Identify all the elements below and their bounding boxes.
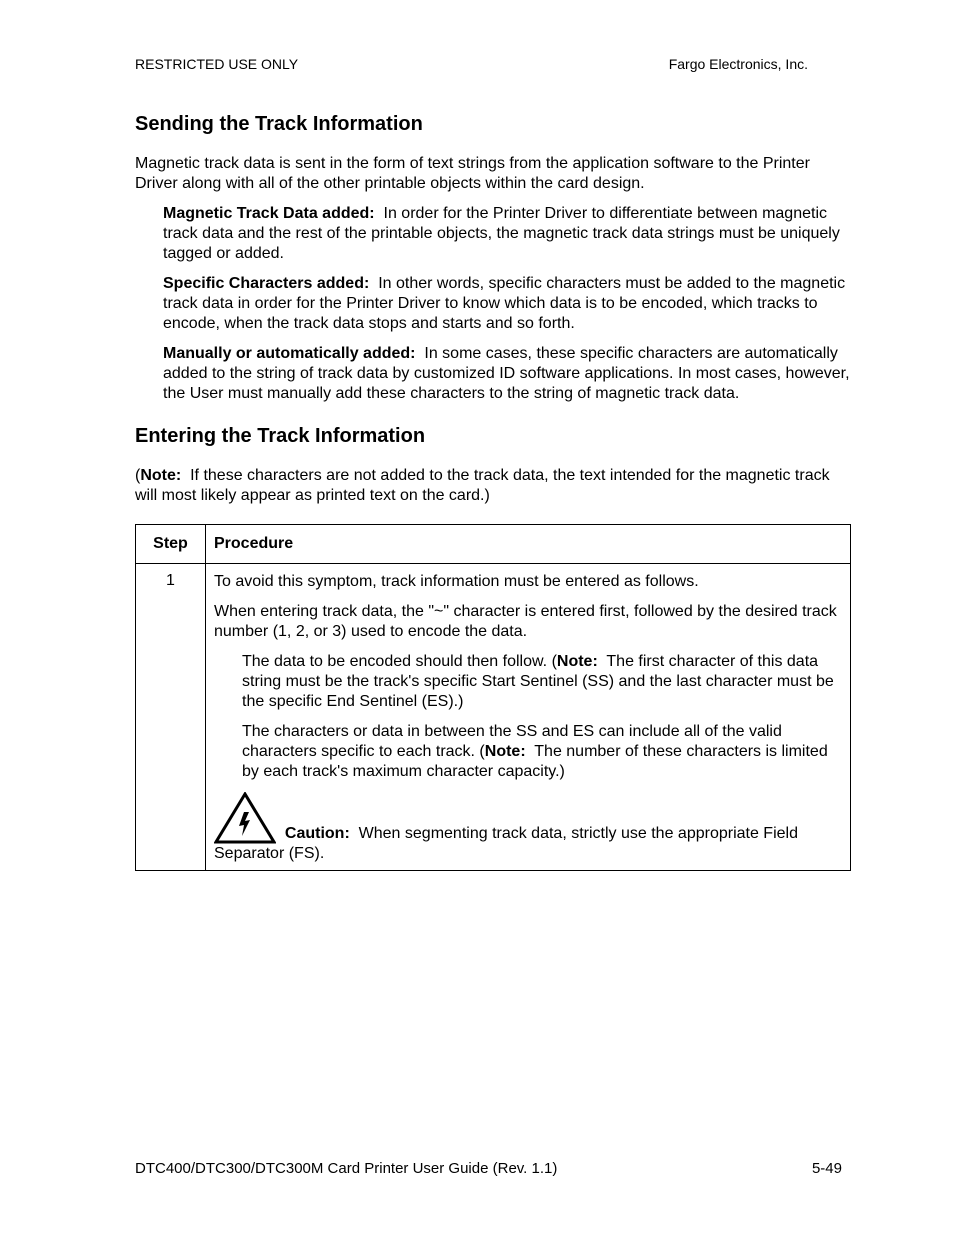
high-voltage-warning-icon <box>214 792 276 844</box>
note-open-paren: ( <box>135 467 141 484</box>
subtext-pre: The data to be encoded should then follow. ( <box>242 653 557 670</box>
item-label: Magnetic Track Data added: <box>163 205 375 222</box>
procedure-text: To avoid this symptom, track information must be entered as follows. <box>214 573 699 590</box>
note-label: Note: <box>484 743 526 760</box>
running-header-left: RESTRICTED USE ONLY <box>135 56 299 72</box>
procedure-text: When entering track data, the "~" character is entered first, followed by the desired track number (1, 2, or 3) used to encode the data. <box>214 603 837 640</box>
item-text: In order for the Printer Driver to differentiate between magnetic track data and the rest of the printable objects, the magnetic track data strings must be uniquely tagged or added. <box>163 205 840 262</box>
subtext-pre: The characters or data in between the SS and ES can include all of the valid characters specific to each track. ( <box>242 723 782 760</box>
note-label: Note: <box>556 653 598 670</box>
item-manually-automatically <box>163 344 851 404</box>
item-label: Manually or automatically added: <box>163 345 416 362</box>
item-magnetic-track-data <box>163 204 851 264</box>
table-row <box>136 564 851 871</box>
subtext-post: The number of these characters is limited by each track's maximum character capacity.) <box>242 743 828 780</box>
procedure-subtext <box>242 652 842 712</box>
section-intro: Magnetic track data is sent in the form of text strings from the application software to the Printer Driver along with all of the other printable objects within the card design. <box>135 155 810 192</box>
column-header-step: Step <box>136 525 206 564</box>
caution-text: When segmenting track data, strictly use the appropriate Field Separator (FS). <box>214 825 798 862</box>
procedure-subtext <box>242 722 842 782</box>
subtext-post: The first character of this data string must be the track's specific Start Sentinel (SS) and the last character must be the specific End Sentinel (ES).) <box>242 653 834 710</box>
step-number: 1 <box>136 564 206 871</box>
section-title-entering: Entering the Track Information <box>135 425 426 447</box>
section-title-sending: Sending the Track Information <box>135 113 423 135</box>
procedure-table <box>135 524 851 871</box>
note-text: If these characters are not added to the track data, the text intended for the magnetic track will most likely appear as printed text on the card.) <box>135 467 830 504</box>
note-label: Note: <box>140 467 182 484</box>
item-text: In other words, specific characters must be added to the magnetic track data in order for the Printer Driver to know which data is to be encoded, which tracks to encode, when the track data stops and starts and so forth. <box>163 275 846 332</box>
item-specific-characters <box>163 274 851 334</box>
procedure-cell <box>206 564 851 871</box>
running-header-right: Fargo Electronics, Inc. <box>668 56 808 72</box>
column-header-procedure: Procedure <box>206 525 851 564</box>
section-note <box>135 466 851 506</box>
page-number: 5-49 <box>811 1160 842 1177</box>
item-text: In some cases, these specific characters are automatically added to the string of track data by customized ID software applications. In most cases, however, the User must manually add these characters to the string of magnetic track data. <box>163 345 850 402</box>
running-footer-title: DTC400/DTC300/DTC300M Card Printer User Guide (Rev. 1.1) <box>135 1160 558 1177</box>
caution-label: Caution: <box>284 825 350 842</box>
caution-note <box>214 792 842 864</box>
page-content <box>135 112 851 871</box>
table-header-row <box>136 525 851 564</box>
item-label: Specific Characters added: <box>163 275 370 292</box>
